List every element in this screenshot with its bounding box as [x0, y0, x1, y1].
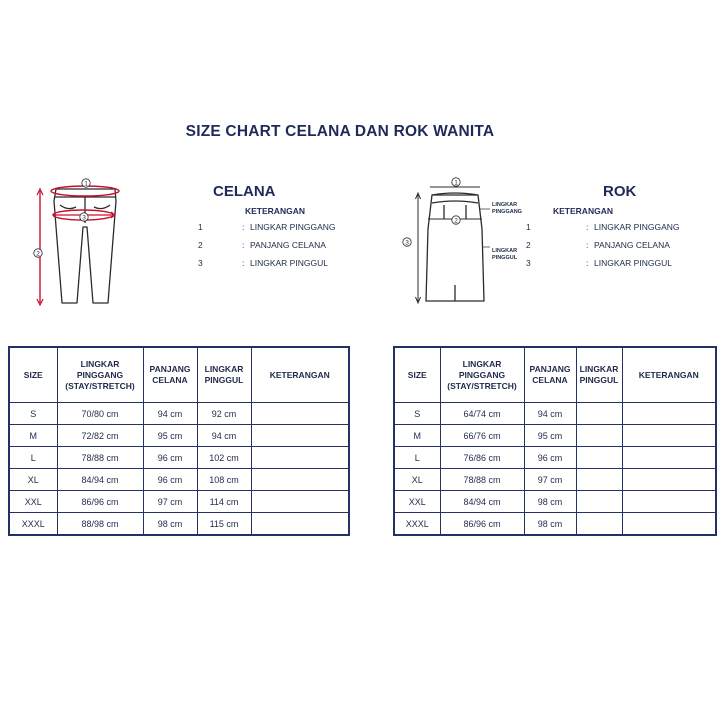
- celana-legend-row: [198, 258, 336, 276]
- cell-notes: [622, 447, 716, 469]
- cell-waist: 76/86 cm: [440, 447, 524, 469]
- celana-keterangan-label: KETERANGAN: [245, 206, 305, 216]
- cell-hip: 94 cm: [197, 425, 251, 447]
- legend-text: LINGKAR PINGGANG: [594, 222, 680, 232]
- legend-colon: :: [242, 258, 245, 268]
- table-row: [394, 425, 716, 447]
- rok-title: ROK: [603, 183, 637, 200]
- cell-size: S: [9, 403, 57, 425]
- cell-waist: 86/96 cm: [57, 491, 143, 513]
- legend-colon: :: [242, 240, 245, 250]
- cell-waist: 84/94 cm: [57, 469, 143, 491]
- skirt-figure-icon: [396, 175, 492, 305]
- legend-colon: :: [586, 240, 589, 250]
- cell-length: 95 cm: [143, 425, 197, 447]
- header-lingkar-pinggul: LINGKAR PINGGUL: [576, 347, 622, 403]
- celana-legend-row: [198, 240, 336, 258]
- skirt-marker-1: 1: [454, 179, 458, 187]
- pants-marker-2: 2: [36, 250, 40, 258]
- cell-waist: 64/74 cm: [440, 403, 524, 425]
- cell-size: XXL: [9, 491, 57, 513]
- table-row: [394, 491, 716, 513]
- table-row: [9, 469, 349, 491]
- header-lingkar-pinggang: LINGKAR PINGGANG (STAY/STRETCH): [57, 347, 143, 403]
- cell-size: L: [394, 447, 440, 469]
- legend-number: 3: [198, 258, 203, 268]
- cell-waist: 86/96 cm: [440, 513, 524, 536]
- cell-length: 97 cm: [524, 469, 576, 491]
- cell-size: M: [9, 425, 57, 447]
- cell-hip: [576, 513, 622, 536]
- skirt-waist-label-line: PINGGANG: [492, 209, 522, 215]
- rok-legend-row: [526, 258, 680, 276]
- cell-waist: 78/88 cm: [440, 469, 524, 491]
- rok-legend-row: [526, 222, 680, 240]
- legend-number: 1: [198, 222, 203, 232]
- pants-figure-icon: [20, 175, 130, 317]
- legend-colon: :: [242, 222, 245, 232]
- cell-waist: 84/94 cm: [440, 491, 524, 513]
- cell-notes: [251, 403, 349, 425]
- header-keterangan: KETERANGAN: [251, 347, 349, 403]
- cell-hip: [576, 447, 622, 469]
- celana-size-table: [8, 346, 350, 536]
- table-row: [394, 403, 716, 425]
- cell-hip: 115 cm: [197, 513, 251, 536]
- skirt-marker-3: 3: [405, 239, 409, 247]
- celana-legend: [198, 222, 336, 276]
- table-row: [9, 403, 349, 425]
- cell-size: S: [394, 403, 440, 425]
- table-row: [9, 491, 349, 513]
- cell-notes: [622, 513, 716, 536]
- legend-colon: :: [586, 222, 589, 232]
- cell-hip: 92 cm: [197, 403, 251, 425]
- cell-hip: 108 cm: [197, 469, 251, 491]
- skirt-hip-label-line: PINGGUL: [492, 255, 518, 261]
- legend-text: LINGKAR PINGGUL: [594, 258, 672, 268]
- legend-text: PANJANG CELANA: [250, 240, 326, 250]
- celana-legend-row: [198, 222, 336, 240]
- cell-hip: [576, 469, 622, 491]
- cell-length: 94 cm: [143, 403, 197, 425]
- skirt-waist-label: [492, 202, 522, 216]
- skirt-hip-label-line: LINGKAR: [492, 248, 518, 254]
- cell-waist: 78/88 cm: [57, 447, 143, 469]
- legend-colon: :: [586, 258, 589, 268]
- cell-length: 95 cm: [524, 425, 576, 447]
- table-row: [9, 425, 349, 447]
- cell-waist: 66/76 cm: [440, 425, 524, 447]
- legend-number: 1: [526, 222, 531, 232]
- pants-marker-1: 1: [84, 180, 88, 188]
- cell-hip: [576, 403, 622, 425]
- cell-notes: [622, 469, 716, 491]
- cell-length: 98 cm: [524, 491, 576, 513]
- cell-notes: [251, 447, 349, 469]
- table-row: [394, 447, 716, 469]
- pants-marker-3: 3: [82, 214, 86, 222]
- celana-title: CELANA: [213, 183, 276, 200]
- rok-legend: [526, 222, 680, 276]
- rok-legend-row: [526, 240, 680, 258]
- cell-length: 96 cm: [143, 469, 197, 491]
- header-panjang-celana: PANJANG CELANA: [524, 347, 576, 403]
- header-lingkar-pinggul: LINGKAR PINGGUL: [197, 347, 251, 403]
- cell-size: XXXL: [394, 513, 440, 536]
- cell-hip: 114 cm: [197, 491, 251, 513]
- header-lingkar-pinggang: LINGKAR PINGGANG (STAY/STRETCH): [440, 347, 524, 403]
- rok-keterangan-label: KETERANGAN: [553, 206, 613, 216]
- cell-size: XXXL: [9, 513, 57, 536]
- header-size: SIZE: [394, 347, 440, 403]
- rok-size-table: [393, 346, 717, 536]
- cell-length: 94 cm: [524, 403, 576, 425]
- table-header-row: [9, 347, 349, 403]
- table-header-row: [394, 347, 716, 403]
- cell-size: XL: [394, 469, 440, 491]
- legend-text: PANJANG CELANA: [594, 240, 670, 250]
- cell-hip: 102 cm: [197, 447, 251, 469]
- table-row: [9, 447, 349, 469]
- table-row: [394, 469, 716, 491]
- skirt-hip-label: [492, 248, 517, 262]
- cell-length: 96 cm: [524, 447, 576, 469]
- cell-length: 98 cm: [143, 513, 197, 536]
- cell-size: M: [394, 425, 440, 447]
- cell-hip: [576, 425, 622, 447]
- legend-number: 2: [526, 240, 531, 250]
- cell-waist: 70/80 cm: [57, 403, 143, 425]
- skirt-waist-label-line: LINGKAR: [492, 202, 518, 208]
- cell-length: 98 cm: [524, 513, 576, 536]
- cell-waist: 72/82 cm: [57, 425, 143, 447]
- cell-size: XL: [9, 469, 57, 491]
- cell-notes: [622, 425, 716, 447]
- cell-size: XXL: [394, 491, 440, 513]
- cell-length: 96 cm: [143, 447, 197, 469]
- cell-size: L: [9, 447, 57, 469]
- skirt-marker-2: 2: [454, 217, 458, 225]
- table-row: [394, 513, 716, 536]
- cell-notes: [251, 491, 349, 513]
- page-title: SIZE CHART CELANA DAN ROK WANITA: [185, 123, 495, 140]
- legend-number: 3: [526, 258, 531, 268]
- legend-text: LINGKAR PINGGUL: [250, 258, 328, 268]
- header-size: SIZE: [9, 347, 57, 403]
- legend-number: 2: [198, 240, 203, 250]
- cell-notes: [251, 425, 349, 447]
- header-panjang-celana: PANJANG CELANA: [143, 347, 197, 403]
- cell-notes: [622, 403, 716, 425]
- cell-length: 97 cm: [143, 491, 197, 513]
- cell-notes: [622, 491, 716, 513]
- cell-hip: [576, 491, 622, 513]
- cell-waist: 88/98 cm: [57, 513, 143, 536]
- cell-notes: [251, 513, 349, 536]
- legend-text: LINGKAR PINGGANG: [250, 222, 336, 232]
- header-keterangan: KETERANGAN: [622, 347, 716, 403]
- table-row: [9, 513, 349, 536]
- cell-notes: [251, 469, 349, 491]
